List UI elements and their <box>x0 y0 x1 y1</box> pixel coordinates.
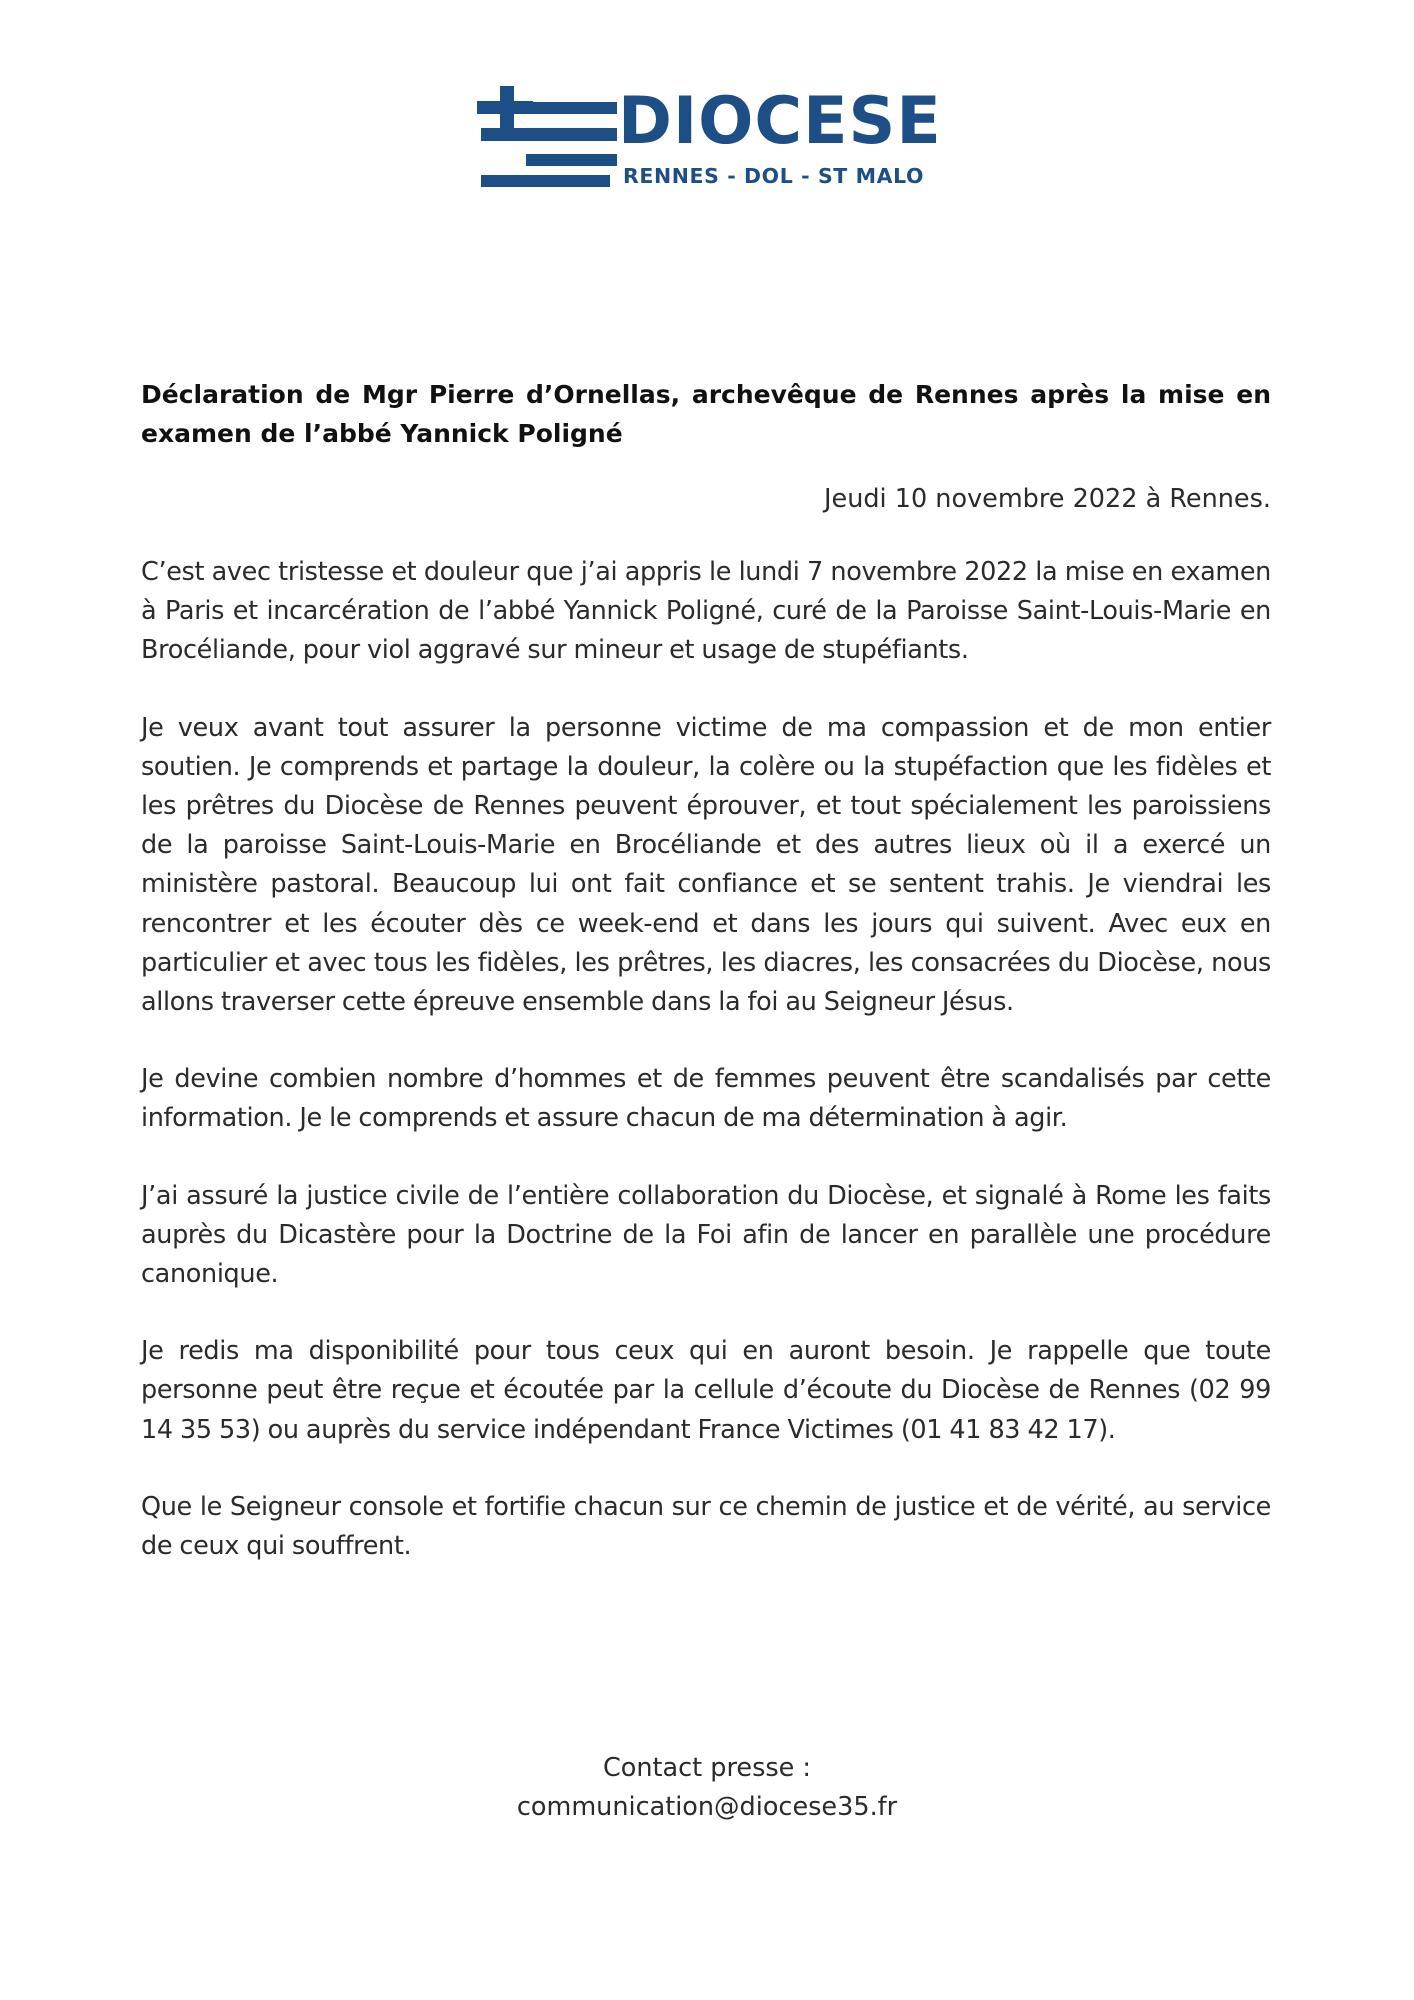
document-title: Déclaration de Mgr Pierre d’Ornellas, archevêque de Rennes après la mise en examen de l’abbé Yannick Poligné <box>141 380 1271 448</box>
logo-subtitle: RENNES - DOL - ST MALO <box>623 164 925 188</box>
logo-wordmark: DIOCESE <box>618 84 942 159</box>
contact-email-link[interactable]: communication@diocese35.fr <box>516 1792 898 1822</box>
paragraph: C’est avec tristesse et douleur que j’ai appris le lundi 7 novembre 2022 la mise en examen à Paris et incarcération de l’abbé Yannick Poligné, curé de la Paroisse Saint-Louis-Marie en Brocéliande, pour viol aggravé sur mineur et usage de stupéfiants. <box>141 557 1271 666</box>
paragraph: Je veux avant tout assurer la personne victime de ma compassion et de mon entier soutien. Je comprends et partage la douleur, la colère ou la stupéfaction que les fidèles et les prêtres du Diocèse de Rennes peuvent éprouver, et tout spécialement les paroissiens de la paroisse Saint-Louis-Marie en Brocéliande et des autres lieux où il a exercé un ministère pastoral. Beaucoup lui ont fait confiance et se sentent trahis. Je viendrai les rencontrer et les écouter dès ce week-end et dans les jours qui suivent. Avec eux en particulier et avec tous les fidèles, les prêtres, les diacres, les consacrées du Diocèse, nous allons traverser cette épreuve ensemble dans la foi au Seigneur Jésus. <box>141 712 1271 1018</box>
contact-label: Contact presse : <box>602 1753 812 1783</box>
paragraph: Que le Seigneur console et fortifie chacun sur ce chemin de justice et de vérité, au service de ceux qui souffrent. <box>141 1491 1271 1562</box>
date-line: Jeudi 10 novembre 2022 à Rennes. <box>824 484 1271 514</box>
paragraph: Je redis ma disponibilité pour tous ceux qui en auront besoin. Je rappelle que toute personne peut être reçue et écoutée par la cellule d’écoute du Diocèse de Rennes (02 99 14 35 53) ou auprès du service indépendant France Victimes (01 41 83 42 17). <box>141 1336 1271 1445</box>
press-contact <box>0 1749 1414 1827</box>
cross-with-bars-icon <box>477 86 617 190</box>
diocese-logo <box>477 86 947 190</box>
paragraph: J’ai assuré la justice civile de l’entière collaboration du Diocèse, et signalé à Rome les faits auprès du Dicastère pour la Doctrine de la Foi afin de lancer en parallèle une procédure canonique. <box>141 1180 1271 1290</box>
document-body <box>141 375 1271 1566</box>
paragraph: Je devine combien nombre d’hommes et de femmes peuvent être scandalisés par cette information. Je le comprends et assure chacun de ma détermination à agir. <box>141 1064 1271 1134</box>
